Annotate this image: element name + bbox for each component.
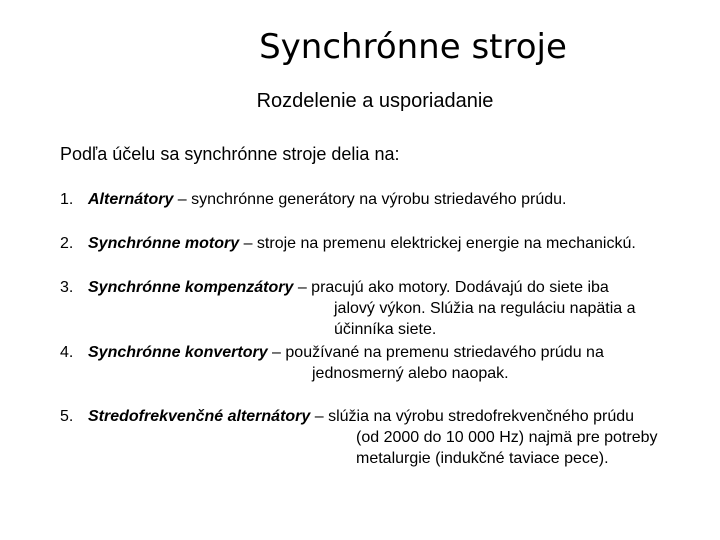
list-item-synchronous-converters bbox=[60, 342, 604, 384]
item-term: Stredofrekvenčné alternátory bbox=[88, 408, 311, 425]
list-item-synchronous-motors bbox=[60, 233, 636, 254]
item-number: 5. bbox=[60, 408, 74, 425]
item-number: 4. bbox=[60, 344, 74, 361]
list-item-medium-frequency-alternators bbox=[60, 406, 658, 469]
item-continuation-line: metalurgie (indukčné taviace pece). bbox=[356, 450, 609, 467]
item-description: – synchrónne generátory na výrobu striedavého prúdu. bbox=[173, 191, 567, 208]
intro-text: Podľa účelu sa synchrónne stroje delia na: bbox=[60, 144, 400, 164]
slide-subtitle: Rozdelenie a usporiadanie bbox=[256, 90, 494, 112]
item-continuation-line: jednosmerný alebo naopak. bbox=[312, 365, 509, 382]
item-continuation-line: (od 2000 do 10 000 Hz) najmä pre potreby bbox=[356, 429, 658, 446]
item-number: 2. bbox=[60, 235, 74, 252]
item-term: Synchrónne motory bbox=[88, 235, 240, 252]
item-description: – používané na premenu striedavého prúdu na bbox=[267, 344, 604, 361]
list-item-alternators bbox=[60, 189, 567, 210]
item-number: 1. bbox=[60, 191, 74, 208]
item-term: Synchrónne konvertory bbox=[88, 344, 268, 361]
item-continuation-line: účinníka siete. bbox=[334, 321, 437, 338]
item-number: 3. bbox=[60, 279, 74, 296]
item-description: – stroje na premenu elektrickej energie na mechanickú. bbox=[239, 235, 636, 252]
item-term: Synchrónne kompenzátory bbox=[88, 279, 294, 296]
item-continuation-line: jalový výkon. Slúžia na reguláciu napätia a bbox=[334, 300, 636, 317]
item-description: – pracujú ako motory. Dodávajú do siete iba bbox=[293, 279, 609, 296]
list-item-synchronous-compensators bbox=[60, 277, 636, 340]
item-term: Alternátory bbox=[88, 191, 174, 208]
slide-title: Synchrónne stroje bbox=[259, 27, 567, 67]
item-description: – slúžia na výrobu stredofrekvenčného prúdu bbox=[310, 408, 635, 425]
